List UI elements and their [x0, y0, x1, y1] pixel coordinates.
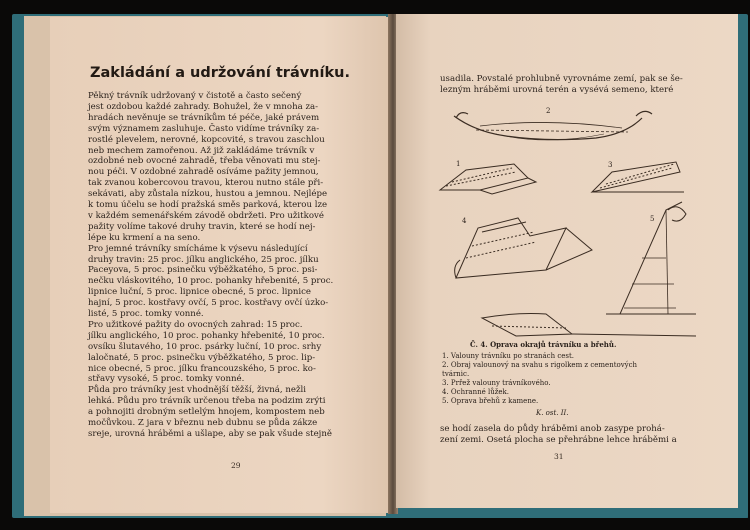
caption-item: 5. Oprava břehů z kamene.: [442, 397, 539, 405]
body-text-line: močůvkou. Z jara v březnu neb dubnu se půda zákze: [88, 418, 318, 428]
figure-label-5: 5: [650, 215, 655, 223]
body-text-line: laločnaté, 5 proc. psinečku výběžkatého, 5 proc. lip-: [88, 352, 316, 363]
body-text-line: Pro jemné trávníky smícháme k výsevu následující: [88, 243, 308, 254]
figure-3-illustration: [592, 162, 684, 192]
body-text-line: v každém semenářském závodě obdržeti. Pro užitkové: [88, 210, 324, 221]
body-text-line: svým významem zasluhuje. Často vidíme trávníky za-: [88, 123, 320, 134]
caption-item: 1. Valouny trávníku po stranách cest.: [442, 352, 575, 360]
body-text-line: lépe ku krmení a na seno.: [88, 232, 201, 243]
caption-item: 3. Prřež valouny trávníkového.: [442, 379, 551, 387]
caption-item: tvárnic.: [442, 370, 470, 378]
body-text-line: sekávati, aby zůstala nízkou, hustou a jemnou. Nejlépe: [88, 189, 328, 200]
body-text-line: ovsíku šlutavého, 10 proc. psárky luční, 10 proc. srhy: [88, 341, 322, 352]
body-text-line: ozdobné neb ovocné zahradě, třeba věnovati mu stej-: [88, 156, 321, 167]
figure-label-1: 1: [456, 160, 461, 168]
body-text-line: tak zvanou kobercovou travou, kterou nutno stále při-: [88, 178, 324, 189]
caption-signature: K. ost. II.: [536, 409, 569, 417]
caption-item: 2. Obraj valounový na svahu s rigolkem z cementových: [442, 361, 638, 369]
page-title: Zakládání a udržování trávníku.: [90, 65, 350, 81]
body-text-line: listé, 5 proc. tomky vonné.: [88, 309, 204, 319]
body-text-line: sreje, urovná hráběmi a ušlape, aby se pak všude stejně: [88, 428, 332, 439]
right-top-line-1: usadila. Povstalé prohlubně vyrovnáme zemí, pak se še-: [440, 74, 683, 84]
figure-label-3: 3: [608, 161, 613, 169]
figure-base-strip: [482, 314, 696, 337]
body-text-line: Pro užitkové pažity do ovocných zahrad: 15 proc.: [88, 319, 303, 330]
body-text-line: druhy travin: 25 proc. jílku anglického, 25 proc. jílku: [88, 254, 319, 265]
right-page: [396, 14, 738, 508]
body-text-line: jílku anglického, 10 proc. pohanky hřebenité, 10 proc.: [88, 330, 325, 341]
body-text-line: k tomu účelu se hodí pražská směs parková, kterou lze: [88, 200, 328, 210]
right-top-line-2: lezným hráběmi urovná terén a vysévá semeno, které: [440, 85, 674, 95]
body-text-line: pažity volíme takové druhy travin, které se hodí nej-: [88, 221, 316, 232]
body-text-line: lipnice luční, 5 proc. lipnice obecné, 5 proc. lipnice: [88, 287, 312, 298]
body-text-line: rostlé plevelem, nerovné, kopcovité, s travou zaschlou: [88, 134, 325, 145]
body-text-line: nečku vláskovitého, 10 proc. pohanky hřebenité, 5 proc.: [88, 276, 334, 287]
body-text-line: hradách nevěnuje se trávníkům té péče, jaké právem: [88, 112, 320, 123]
figure-label-2: 2: [546, 107, 551, 115]
body-text-line: nice obecné, 5 proc. jílku francouzského, 5 proc. ko-: [88, 363, 316, 374]
body-text-line: hajní, 5 proc. kostřavy ovčí, 5 proc. kostřavy ovčí úzko-: [88, 298, 329, 309]
body-text-line: střavy vysoké, 5 proc. tomky vonné.: [88, 374, 245, 385]
right-bottom-line-1: se hodí zasela do půdy hráběmi anob zasype prohá-: [440, 424, 665, 434]
right-bottom-line-2: zení zemi. Osetá plocha se přehrábne lehce hráběmi a: [440, 435, 677, 445]
left-page: [50, 17, 390, 513]
body-text-line: jest ozdobou každé zahrady. Bohužel, že v mnoha za-: [88, 101, 319, 112]
body-text-line: neb mechem zamořenou. Až již zakládáme trávník v: [88, 145, 315, 156]
left-page-number: 29: [231, 461, 241, 470]
figure-1-illustration: [440, 164, 536, 194]
figure-4-illustration: [455, 218, 592, 278]
body-text-line: Půda pro trávníky jest vhodnější těžší, živná, nežli: [88, 385, 306, 396]
right-page-number: 31: [554, 452, 564, 461]
body-text-line: nou péči. V ozdobné zahradě osíváme pažity jemnou,: [88, 167, 319, 178]
figure-caption-title: Č. 4. Oprava okrajů trávníku a břehů.: [470, 340, 617, 349]
figure-2-illustration: [454, 111, 652, 140]
body-text-line: a pohnojiti drobným setlelým hnojem, kompostem neb: [88, 407, 325, 418]
caption-item: 4. Ochranné lůžek.: [442, 388, 510, 396]
body-text-line: Pěkný trávník udržovaný v čistotě a často sečený: [88, 91, 302, 101]
body-text-line: lehká. Půdu pro trávník určenou třeba na podzim zrýti: [88, 396, 326, 407]
figure-label-4: 4: [462, 217, 467, 225]
body-text-line: Paceyova, 5 proc. psinečku výběžkatého, 5 proc. psi-: [88, 265, 318, 276]
